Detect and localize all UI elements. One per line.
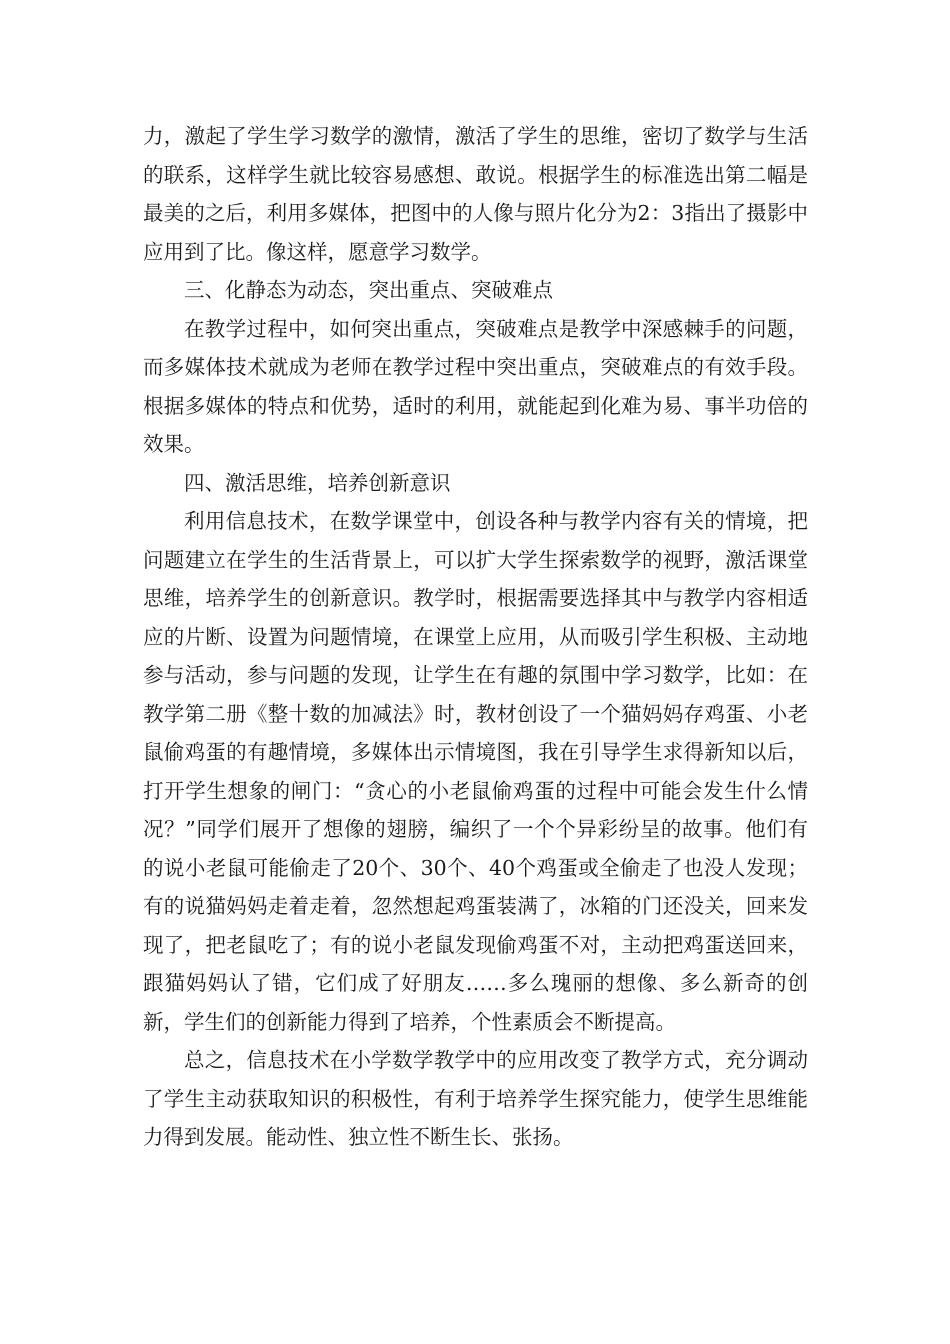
paragraph: 利用信息技术，在数学课堂中，创设各种与教学内容有关的情境，把问题建立在学生的生活背景上，可以扩大学生探索数学的视野，激活课堂思维，培养学生的创新意识。教学时，根据需要选择其中与教学内容相适应的片断、设置为问题情境，在课堂上应用，从而吸引学生积极、主动地参与活动，参与问题的发现，让学生在有趣的氛围中学习数学，比如：在教学第二册《整十数的加减法》时，教材创设了一个猫妈妈存鸡蛋、小老鼠偷鸡蛋的有趣情境，多媒体出示情境图，我在引导学生求得新知以后，打开学生想象的闸门：“贪心的小老鼠偷鸡蛋的过程中可能会发生什么情况？”同学们展开了想像的翅膀，编织了一个个异彩纷呈的故事。他们有的说小老鼠可能偷走了20个、30个、40个鸡蛋或全偷走了也没人发现；有的说猫妈妈走着走着，忽然想起鸡蛋装满了，冰箱的门还没关，回来发现了，把老鼠吃了；有的说小老鼠发现偷鸡蛋不对，主动把鸡蛋送回来，跟猫妈妈认了错，它们成了好朋友……多么瑰丽的想像、多么新奇的创新，学生们的创新能力得到了培养，个性素质会不断提高。: [143, 509, 808, 1034]
paragraph: 在教学过程中，如何突出重点，突破难点是教学中深感棘手的问题，而多媒体技术就成为老师在教学过程中突出重点，突破难点的有效手段。根据多媒体的特点和优势，适时的利用，就能起到化难为易、事半功倍的效果。: [143, 316, 808, 456]
conclusion-paragraph: 总之，信息技术在小学数学教学中的应用改变了教学方式，充分调动了学生主动获取知识的积极性，有利于培养学生探究能力，使学生思维能力得到发展。能动性、独立性不断生长、张扬。: [143, 1048, 808, 1149]
section-heading-3: 三、化静态为动态，突出重点、突破难点: [184, 278, 553, 302]
paragraph-continued: 力，激起了学生学习数学的激情，激活了学生的思维，密切了数学与生活的联系，这样学生就比较容易感想、敢说。根据学生的标准选出第二幅是最美的之后，利用多媒体，把图中的人像与照片化分为2：3指出了摄影中应用到了比。像这样，愿意学习数学。: [143, 124, 808, 264]
section-heading-4: 四、激活思维，培养创新意识: [184, 470, 451, 495]
document-body: [143, 117, 808, 1157]
